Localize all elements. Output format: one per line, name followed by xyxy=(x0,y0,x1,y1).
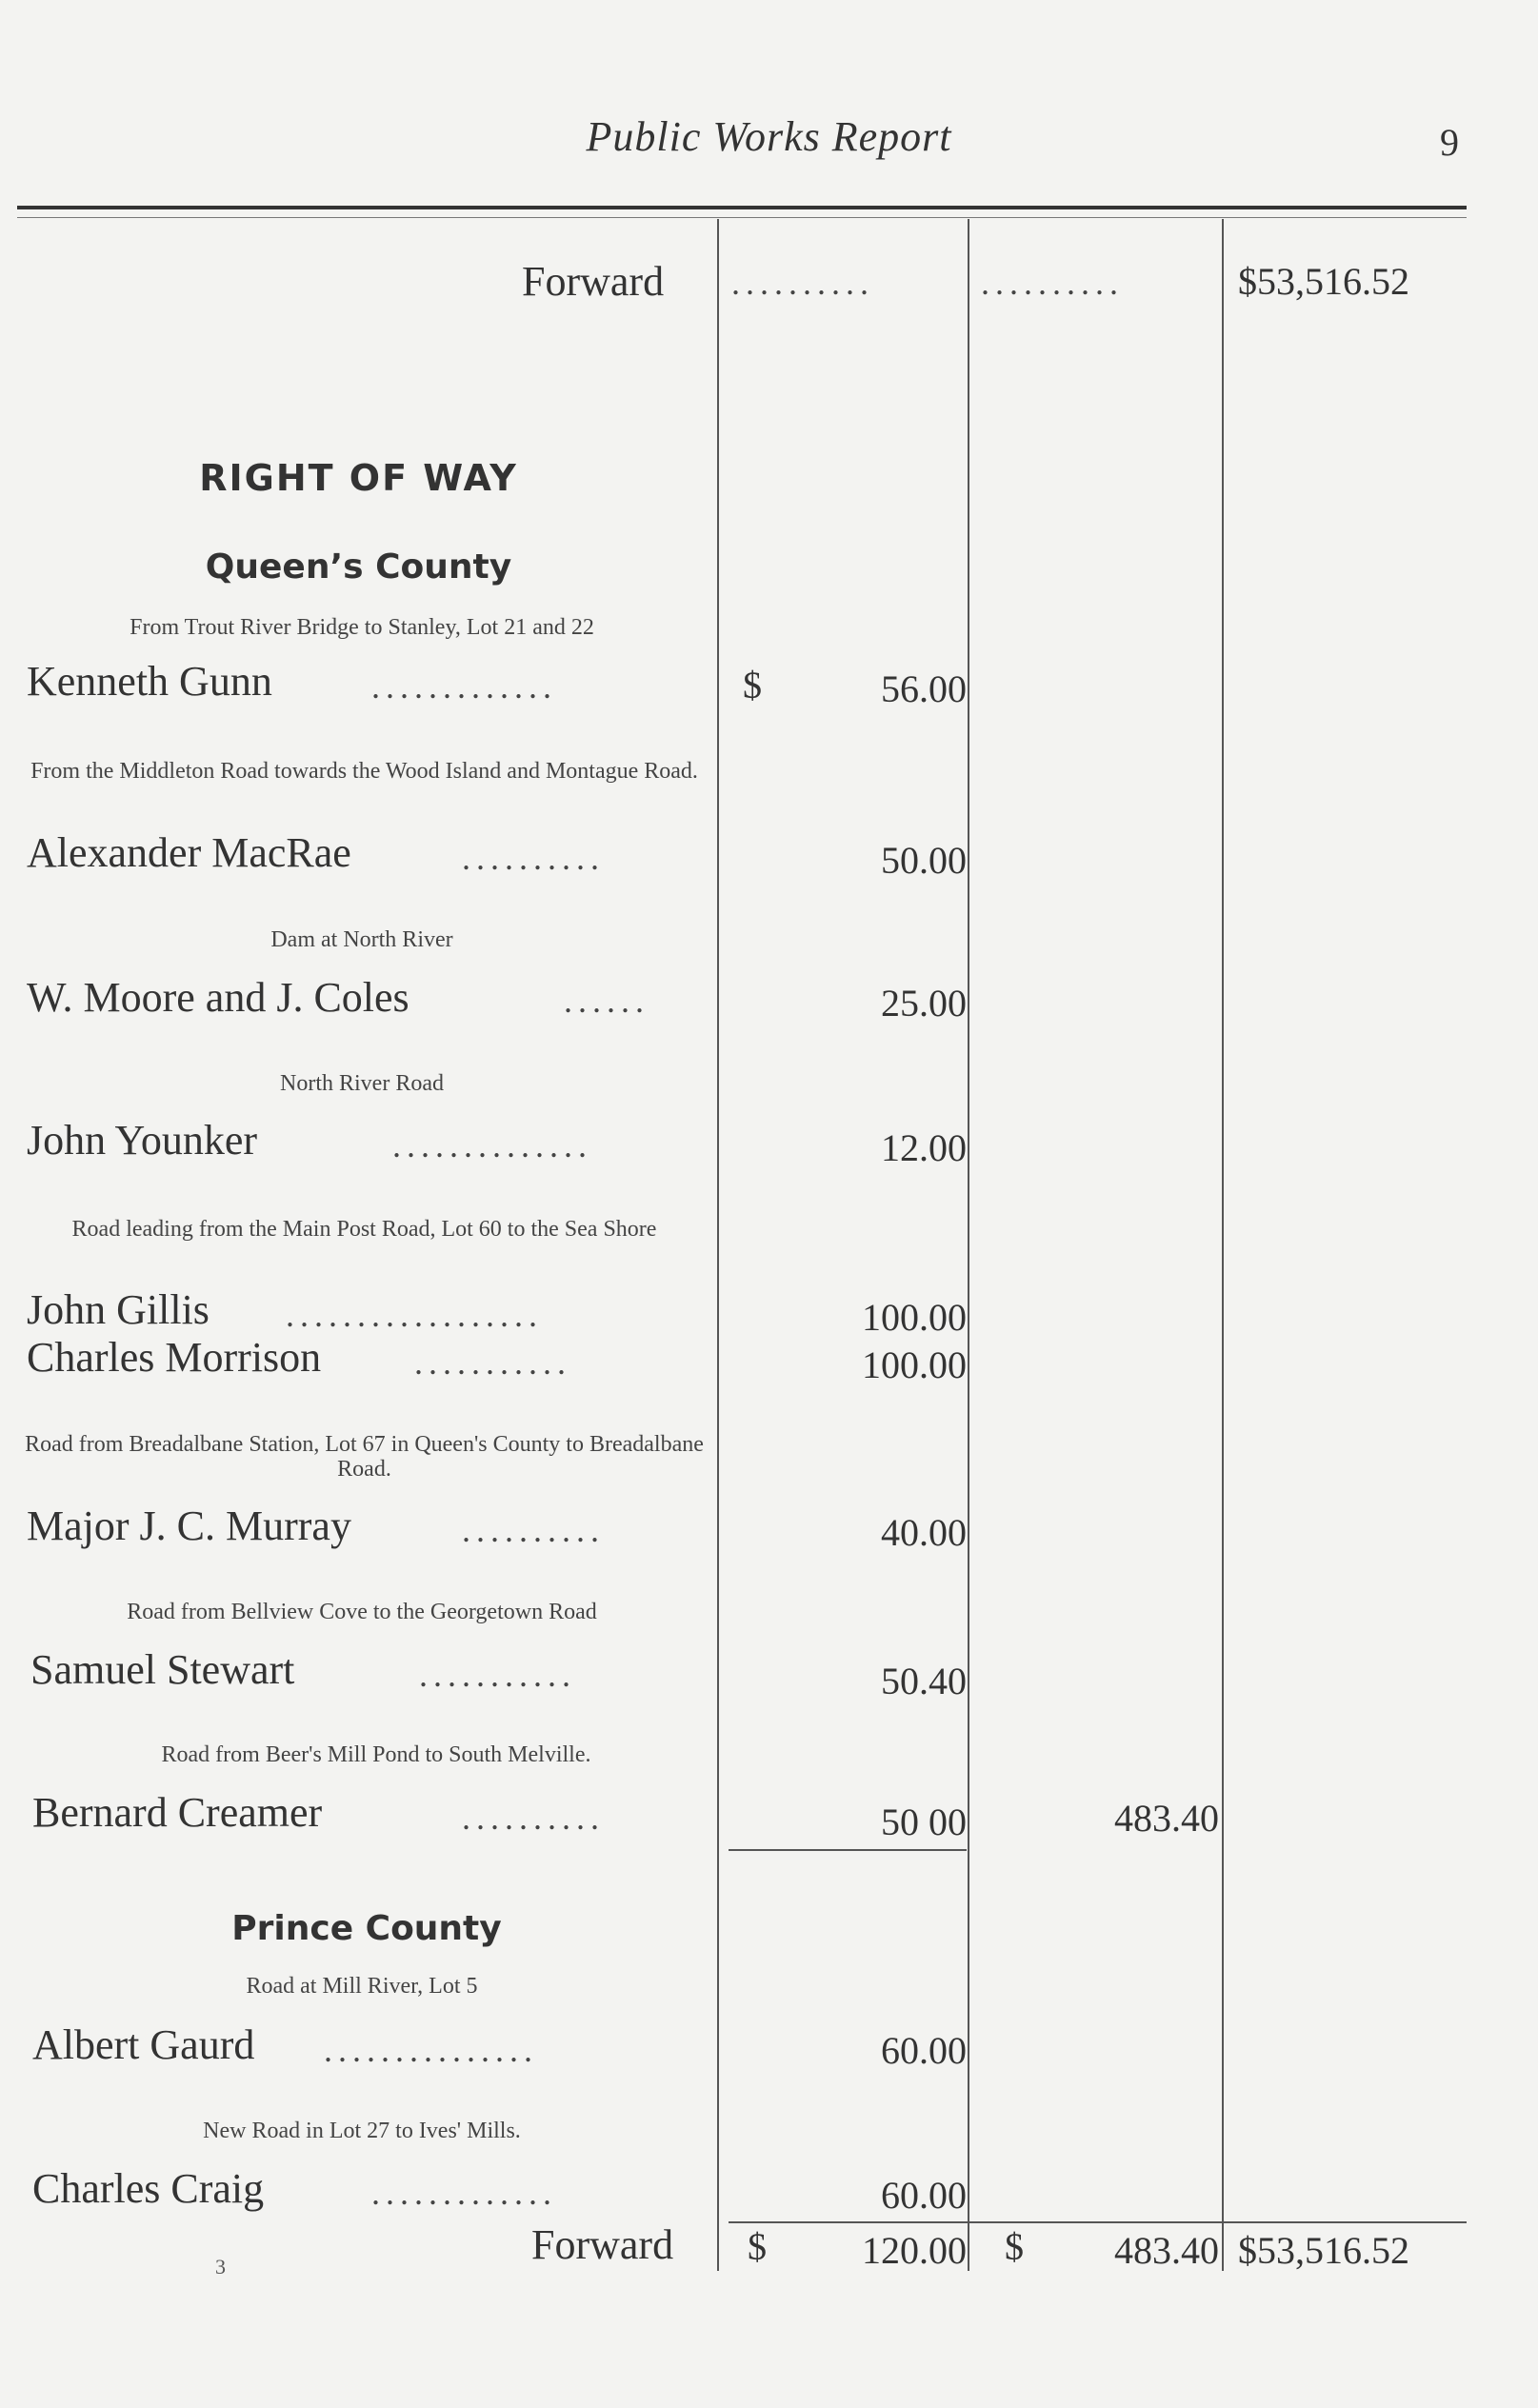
leader-dots: .................. xyxy=(286,1296,543,1334)
entry-name: John Younker xyxy=(27,1117,258,1164)
entry-amount: 50 00 xyxy=(881,1801,967,1843)
page-number: 9 xyxy=(1440,121,1459,164)
column-divider-2 xyxy=(968,219,969,2271)
entry-description: From the Middleton Road towards the Wood Island and Montague Road. xyxy=(30,759,698,784)
leader-dots: ............. xyxy=(371,667,557,706)
queens-county-heading: Queen’s County xyxy=(205,547,512,587)
forward-label-top: Forward xyxy=(522,258,665,305)
prince-county-heading: Prince County xyxy=(231,1909,502,1948)
leader-dots: .......... xyxy=(462,1799,605,1837)
header-rule xyxy=(17,206,1467,209)
entry-name: W. Moore and J. Coles xyxy=(27,974,409,1021)
subtotal-rule xyxy=(729,1849,967,1851)
column-divider-3 xyxy=(1222,219,1224,2271)
leader-dots: .......... xyxy=(462,839,605,877)
entry-description: Road from Beer's Mill Pond to South Melville. xyxy=(161,1742,591,1767)
entry-name: Samuel Stewart xyxy=(30,1646,295,1693)
leader-dots: ............. xyxy=(371,2174,557,2212)
entry-amount: 60.00 xyxy=(881,2174,967,2217)
entry-name: Charles Craig xyxy=(32,2165,265,2212)
leader-dots: ........... xyxy=(419,1656,576,1694)
entry-description: Road from Breadalbane Station, Lot 67 in Queen's County to Breadalbane Road. xyxy=(25,1432,704,1482)
entry-amount: 100.00 xyxy=(862,1343,967,1386)
forward-label-bottom: Forward xyxy=(531,2221,674,2268)
entry-amount: 100.00 xyxy=(862,1296,967,1339)
entry-description: Dam at North River xyxy=(270,927,453,952)
entry-name: Alexander MacRae xyxy=(27,829,351,876)
entry-description: From Trout River Bridge to Stanley, Lot 21 and 22 xyxy=(130,615,594,640)
leader-dots: ........... xyxy=(414,1343,571,1382)
entry-name: Kenneth Gunn xyxy=(27,658,272,705)
entry-name: John Gillis xyxy=(27,1286,210,1333)
entry-name: Bernard Creamer xyxy=(32,1789,323,1836)
forward-col2-total: 483.40 xyxy=(1114,2229,1219,2272)
leader-dots: ...... xyxy=(564,982,649,1020)
entry-description: Road at Mill River, Lot 5 xyxy=(246,1974,478,1999)
entry-name: Major J. C. Murray xyxy=(27,1503,351,1549)
entry-amount: 50.00 xyxy=(881,839,967,882)
entry-amount: 56.00 xyxy=(881,667,967,710)
entry-name: Charles Morrison xyxy=(27,1334,322,1381)
county-subtotal: 483.40 xyxy=(1114,1797,1219,1840)
entry-description: Road leading from the Main Post Road, Lot 60 to the Sea Shore xyxy=(71,1217,657,1242)
leader-dots: ............... xyxy=(324,2031,538,2069)
leader-dots: .......... xyxy=(462,1511,605,1549)
forward-total-top: $53,516.52 xyxy=(1238,260,1409,303)
entry-description: North River Road xyxy=(280,1071,444,1096)
entry-description: Road from Bellview Cove to the Georgetown Road xyxy=(127,1600,597,1624)
forward-dots-1: .......... xyxy=(731,264,874,302)
entry-amount: 12.00 xyxy=(881,1126,967,1169)
forward-col1-total: 120.00 xyxy=(862,2229,967,2272)
entry-amount: 40.00 xyxy=(881,1511,967,1554)
forward-total-bottom: $53,516.52 xyxy=(1238,2229,1409,2272)
currency-sign: $ xyxy=(743,664,762,706)
forward-rule xyxy=(729,2221,1467,2223)
entry-name: Albert Gaurd xyxy=(32,2021,255,2068)
signature-mark: 3 xyxy=(215,2255,226,2279)
entry-amount: 50.40 xyxy=(881,1660,967,1702)
leader-dots: .............. xyxy=(392,1126,592,1164)
header-rule-thin xyxy=(17,217,1467,218)
entry-description: New Road in Lot 27 to Ives' Mills. xyxy=(203,2119,521,2143)
section-title: RIGHT OF WAY xyxy=(199,457,518,499)
currency-sign: $ xyxy=(748,2225,767,2268)
forward-dots-2: .......... xyxy=(981,264,1124,302)
column-divider-1 xyxy=(717,219,719,2271)
running-header-title: Public Works Report xyxy=(586,113,952,160)
entry-amount: 25.00 xyxy=(881,982,967,1025)
currency-sign: $ xyxy=(1005,2225,1024,2268)
entry-amount: 60.00 xyxy=(881,2029,967,2072)
